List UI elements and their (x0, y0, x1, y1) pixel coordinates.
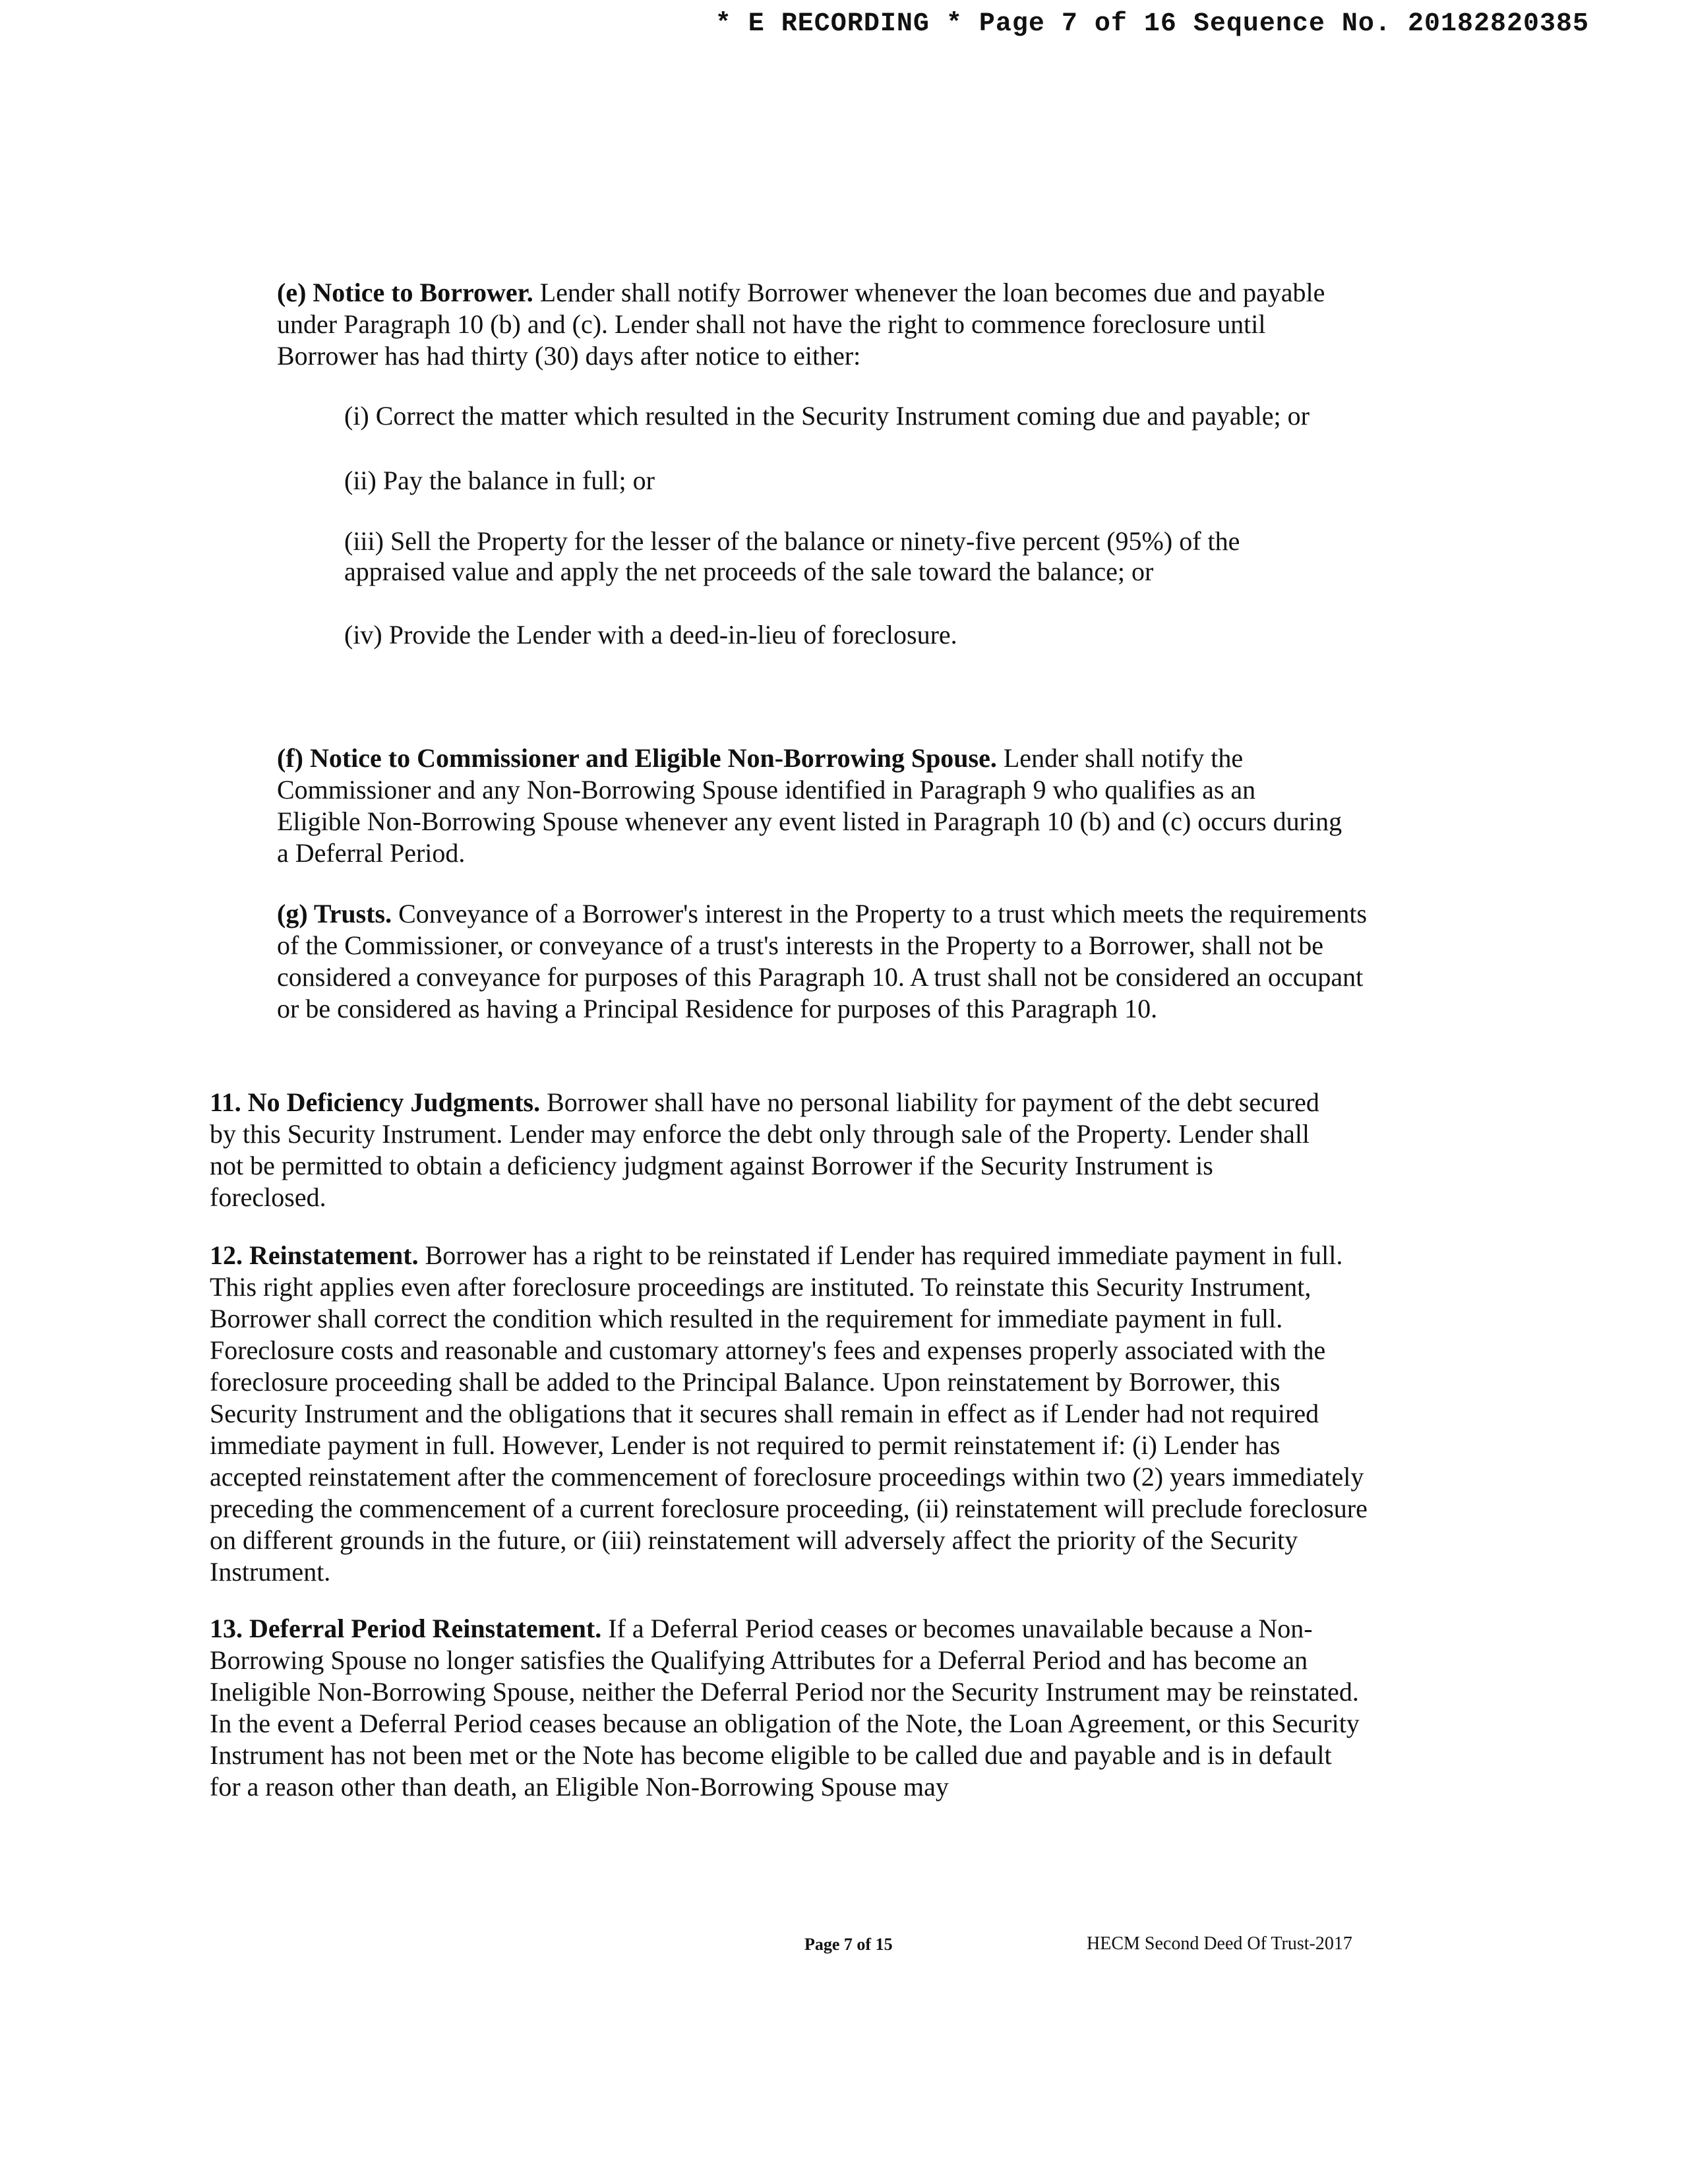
section-e-heading: (e) Notice to Borrower. (277, 278, 533, 307)
section-f-body: Lender shall notify the Commissioner and any Non-Borrowing Spouse identified in Paragraph 9 who qualifies as an Eligible Non-Borrowing Spouse whenever any event listed in Paragraph 10 (b) and (c) occurs during a Deferral Period. (277, 743, 1342, 868)
section-e-item-iii: (iii) Sell the Property for the lesser of the balance or ninety-five percent (95%) of the appraised value and apply the net proceeds of the sale toward the balance; or (344, 526, 1240, 586)
section-13-body: If a Deferral Period ceases or becomes unavailable because a Non-Borrowing Spouse no longer satisfies the Qualifying Attributes for a Deferral Period and has become an Ineligible Non-Borrowing Spouse, neither the Deferral Period nor the Security Instrument may be reinstated. In the event a Deferral Period ceases because an obligation of the Note, the Loan Agreement, or this Security Instrument has not been met or the Note has become eligible to be called due and payable and is in default for a reason other than death, an Eligible Non-Borrowing Spouse may (210, 1614, 1360, 1802)
section-e-item-iv: (iv) Provide the Lender with a deed-in-lieu of foreclosure. (344, 620, 957, 650)
section-13-paragraph (210, 1613, 1368, 1803)
section-e-body: Lender shall notify Borrower whenever the loan becomes due and payable under Paragraph 10 (b) and (c). Lender shall not have the right to commence foreclosure until Borrower has had thirty (30) days after notice to either: (277, 278, 1325, 371)
recording-stamp-header: * E RECORDING * Page 7 of 16 Sequence No. 20182820385 (715, 9, 1589, 39)
section-12-heading: 12. Reinstatement. (210, 1240, 419, 1270)
section-12-paragraph (210, 1240, 1368, 1588)
section-g-paragraph (277, 898, 1385, 1025)
section-13-heading: 13. Deferral Period Reinstatement. (210, 1614, 602, 1643)
section-f-paragraph (277, 743, 1345, 869)
section-11-heading: 11. No Deficiency Judgments. (210, 1087, 541, 1117)
section-11-paragraph (210, 1087, 1331, 1213)
section-e-item-ii: (ii) Pay the balance in full; or (344, 466, 655, 495)
section-12-body: Borrower has a right to be reinstated if Lender has required immediate payment in full. This right applies even after foreclosure proceedings are instituted. To reinstate this Security Instrument, Borrower shall correct the condition which resulted in the requirement for immediate payment in full. Foreclosure costs and reasonable and customary attorney's fees and expenses properly associated with the foreclosure proceeding shall be added to the Principal Balance. Upon reinstatement by Borrower, this Security Instrument and the obligations that it secures shall remain in effect as if Lender had not required immediate payment in full. However, Lender is not required to permit reinstatement if: (i) Lender has accepted reinstatement after the commencement of foreclosure proceedings within two (2) years immediately preceding the commencement of a current foreclosure proceeding, (ii) reinstatement will preclude foreclosure on different grounds in the future, or (iii) reinstatement will adversely affect the priority of the Security Instrument. (210, 1240, 1368, 1587)
section-f-heading: (f) Notice to Commissioner and Eligible Non-Borrowing Spouse. (277, 743, 997, 773)
section-e-paragraph (277, 277, 1345, 372)
section-e-item-i: (i) Correct the matter which resulted in the Security Instrument coming due and payable; or (344, 401, 1310, 431)
footer-page-label: Page 7 of 15 (804, 1935, 893, 1954)
section-11-body: Borrower shall have no personal liability for payment of the debt secured by this Security Instrument. Lender may enforce the debt only through sale of the Property. Lender shall not be permitted to obtain a deficiency judgment against Borrower if the Security Instrument is foreclosed. (210, 1087, 1319, 1212)
section-g-heading: (g) Trusts. (277, 899, 392, 928)
footer-document-title: HECM Second Deed Of Trust-2017 (1087, 1933, 1352, 1954)
section-g-body: Conveyance of a Borrower's interest in the Property to a trust which meets the requirements of the Commissioner, or conveyance of a trust's interests in the Property to a Borrower, shall not be considered a conveyance for purposes of this Paragraph 10. A trust shall not be considered an occupant or be considered as having a Principal Residence for purposes of this Paragraph 10. (277, 899, 1368, 1023)
